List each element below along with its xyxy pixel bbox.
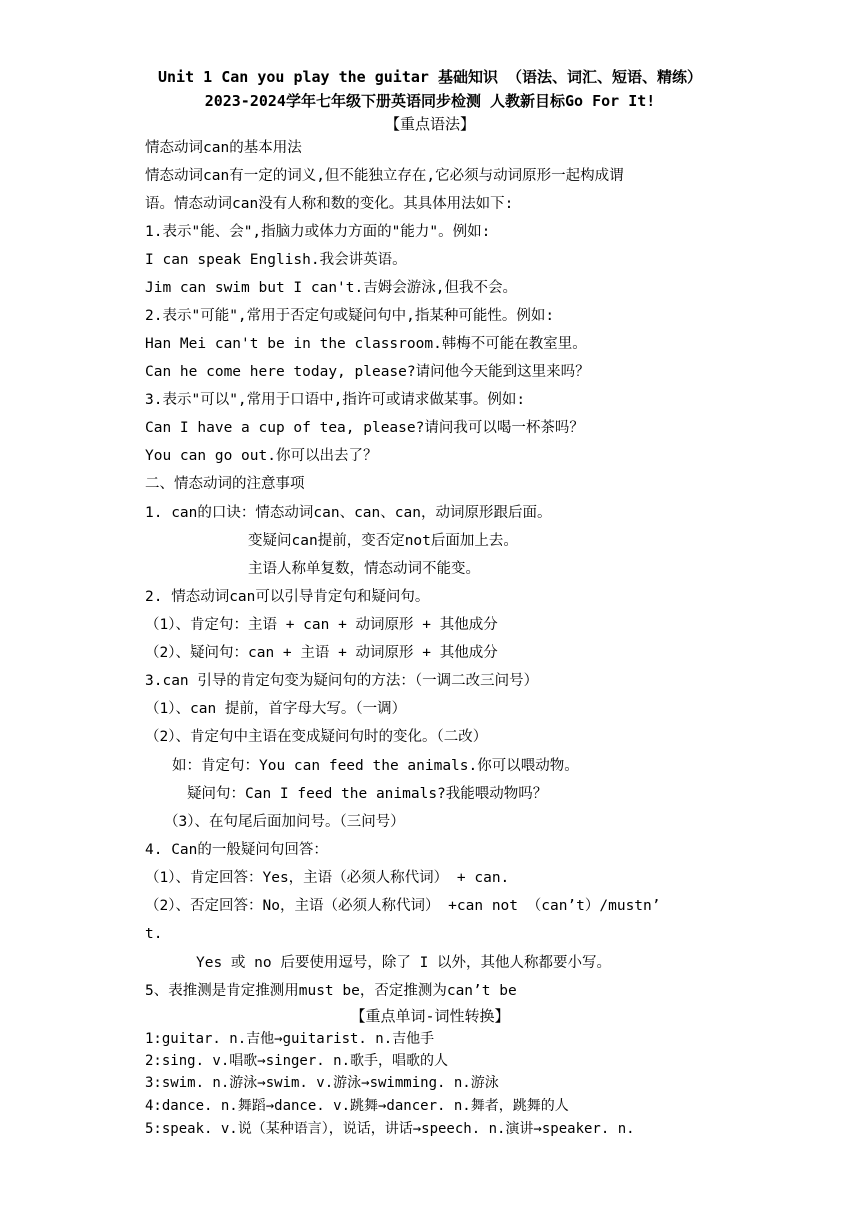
grammar-line: Yes 或 no 后要使用逗号，除了 I 以外，其他人称都要小写。 (196, 955, 612, 971)
grammar-line: （3）、在句尾后面加问号。（三问号） (164, 814, 405, 830)
vocab-line: 5:speak. v.说（某种语言），说话，讲话→speech. n.演讲→speaker. n. (145, 1121, 635, 1137)
grammar-line: You can go out.你可以出去了？ (145, 448, 378, 464)
grammar-line: Han Mei can't be in the classroom.韩梅不可能在教室里。 (145, 336, 587, 352)
grammar-line: 疑问句：Can I feed the animals?我能喂动物吗？ (187, 786, 548, 802)
grammar-line: t. (145, 926, 163, 942)
vocab-section-heading: 【重点单词-词性转换】 (350, 1007, 510, 1025)
grammar-line: Jim can swim but I can't.吉姆会游泳,但我不会。 (145, 280, 517, 296)
grammar-line: 1. can的口诀：情态动词can、can、can，动词原形跟后面。 (145, 505, 552, 521)
grammar-line: （1）、can 提前，首字母大写。（一调） (145, 701, 407, 717)
vocab-line: 1:guitar. n.吉他→guitarist. n.吉他手 (145, 1031, 435, 1047)
grammar-line: 4. Can的一般疑问句回答： (145, 842, 328, 858)
grammar-line: （1）、肯定回答：Yes，主语（必须人称代词） + can. (145, 870, 510, 886)
vocab-line: 2:sing. v.唱歌→singer. n.歌手，唱歌的人 (145, 1053, 449, 1069)
grammar-line: 变疑问can提前，变否定not后面加上去。 (248, 533, 518, 549)
grammar-line: 1.表示"能、会",指脑力或体力方面的"能力"。例如: (145, 224, 491, 240)
grammar-line: 如：肯定句：You can feed the animals.你可以喂动物。 (172, 758, 579, 774)
grammar-line: 5、表推测是肯定推测用must be，否定推测为can’t be (145, 983, 517, 999)
grammar-line: （2）、疑问句：can + 主语 + 动词原形 + 其他成分 (145, 645, 498, 661)
grammar-line: （2）、肯定句中主语在变成疑问句时的变化。（二改） (145, 729, 488, 745)
vocab-line: 4:dance. n.舞蹈→dance. v.跳舞→dancer. n.舞者，跳舞的人 (145, 1098, 569, 1114)
grammar-line: （1）、肯定句：主语 + can + 动词原形 + 其他成分 (145, 617, 498, 633)
grammar-line: 语。情态动词can没有人称和数的变化。其具体用法如下: (145, 196, 514, 212)
grammar-line: 3.can 引导的肯定句变为疑问句的方法：（一调二改三问号） (145, 673, 539, 689)
grammar-line: Can I have a cup of tea, please?请问我可以喝一杯茶吗？ (145, 420, 584, 436)
grammar-line: Can he come here today, please?请问他今天能到这里来吗？ (145, 364, 590, 380)
grammar-line: 二、情态动词的注意事项 (145, 476, 305, 492)
grammar-line: 情态动词can有一定的词义,但不能独立存在,它必须与动词原形一起构成谓 (145, 168, 624, 184)
grammar-line: I can speak English.我会讲英语。 (145, 252, 407, 268)
grammar-line: 2.表示"可能",常用于否定句或疑问句中,指某种可能性。例如: (145, 308, 555, 324)
grammar-line: （2）、否定回答：No，主语（必须人称代词） +can not （can’t）/mustn’ (145, 898, 661, 914)
document-title-line-1: Unit 1 Can you play the guitar 基础知识 （语法、词汇、短语、精练） (158, 68, 702, 86)
grammar-line: 3.表示"可以",常用于口语中,指许可或请求做某事。例如: (145, 392, 526, 408)
grammar-line: 情态动词can的基本用法 (145, 140, 302, 156)
grammar-line: 主语人称单复数，情态动词不能变。 (248, 561, 480, 577)
vocab-line: 3:swim. n.游泳→swim. v.游泳→swimming. n.游泳 (145, 1075, 499, 1091)
document-title-line-2: 2023-2024学年七年级下册英语同步检测 人教新目标Go For It! (204, 92, 656, 110)
grammar-line: 2. 情态动词can可以引导肯定句和疑问句。 (145, 589, 430, 605)
grammar-section-heading: 【重点语法】 (384, 115, 475, 133)
